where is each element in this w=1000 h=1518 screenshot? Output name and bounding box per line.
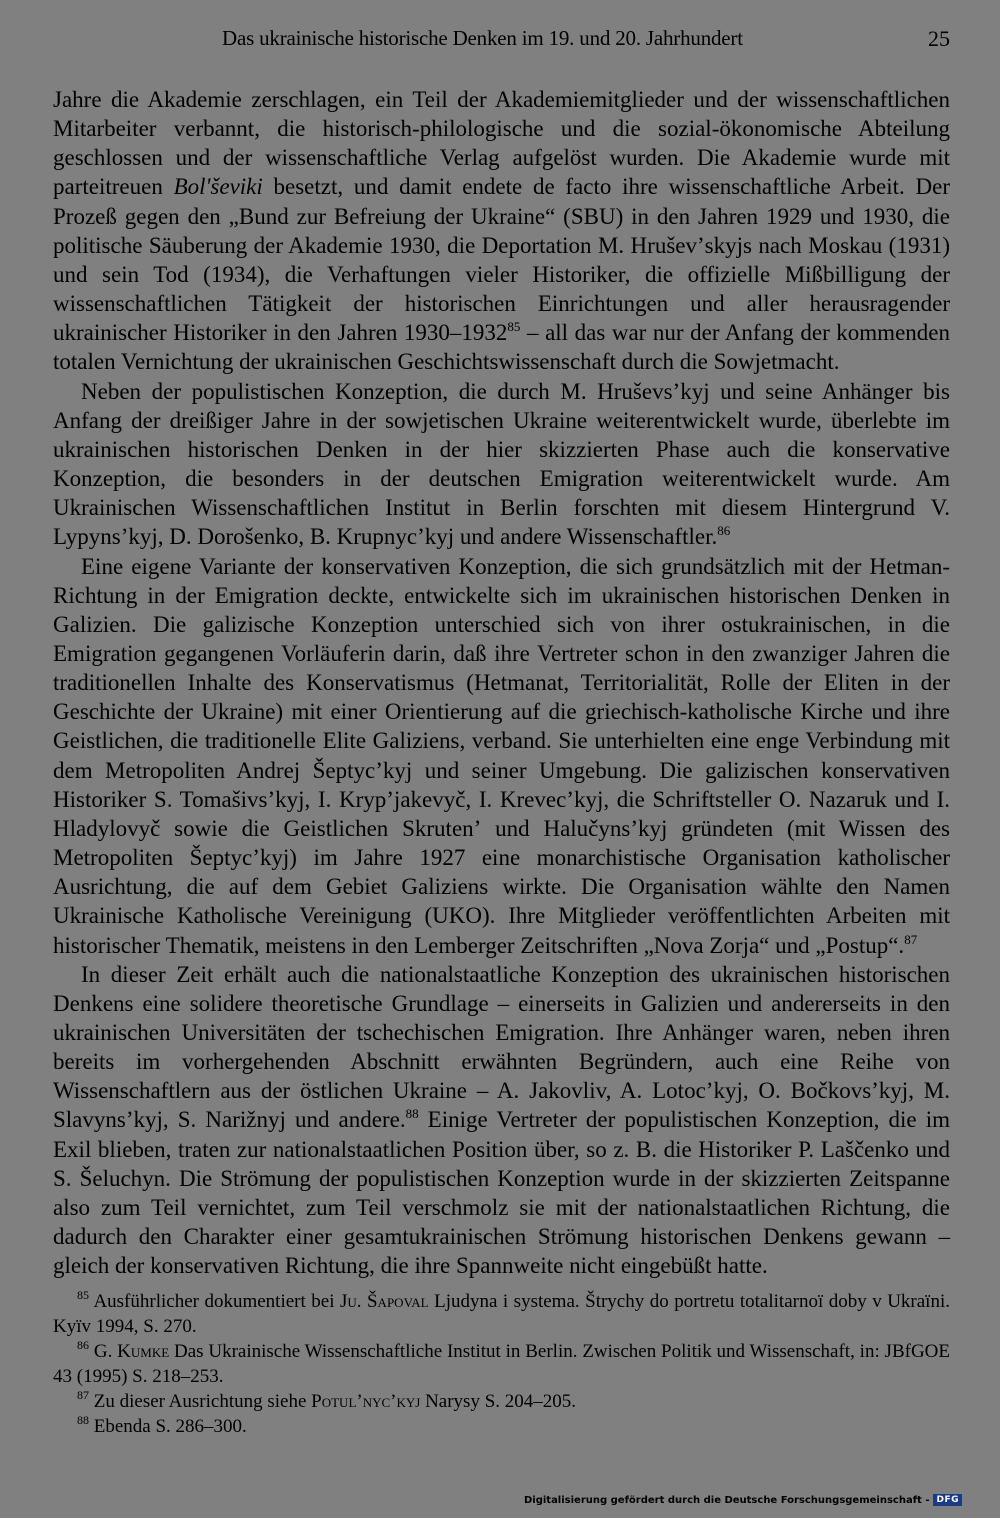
footnote-ref: 87 xyxy=(904,931,918,947)
footnote: $^{85}$ Ausführlicher dokumentiert bei Ju. Šapoval Ljudyna i systema. Štrychy do portretu totalitarnoï doby v Ukraïni. Kyïv 1994, S. 270. xyxy=(53,1288,950,1337)
paragraph: Neben der populistischen Konzeption, die durch M. Hruševsʼkyj und seine Anhänger bis Anfang der dreißiger Jahre in der sowjetischen Ukraine weiterentwickelt wurde, überlebte im ukrainischen historischen Denken in der hier skizzierten Phase auch die konservative Konzeption, die besonders in der deutschen Emigration weiterentwickelt wurde. Am Ukrainischen Wissenschaftlichen Institut in Berlin forschten mit diesem Hintergrund V. Lypynsʼkyj, D. Dorošenko, B. Krupnycʼkyj und andere Wissenschaftler.$^{86}$ xyxy=(53,378,950,550)
footnote-ref: 88 xyxy=(405,1106,419,1122)
paragraph: Eine eigene Variante der konservativen Konzeption, die sich grundsätzlich mit der Hetman-Richtung in der Emigration deckte, entwickelte sich im ukrainischen historischen Denken in Galizien. Die galizische Konzeption unterschied sich von ihrer ostukrainischen, in die Emigration gegangenen Vorläuferin darin, daß ihre Vertreter schon in den zwanziger Jahren die traditionellen Inhalte des Konservatismus (Hetmanat, Territorialität, Rolle der Eliten in der Geschichte der Ukraine) mit einer Orientierung auf die griechisch-katholische Kirche und ihre Geistlichen, die traditionelle Elite Galiziens, verband. Sie unterhielten eine enge Verbindung mit dem Metropoliten Andrej Šeptycʼkyj und seiner Umgebung. Die galizischen konservativen Historiker S. Tomašivsʼkyj, I. Krypʼjakevyč, I. Krevecʼkyj, die Schriftsteller O. Nazaruk und I. Hladylovyč sowie die Geistlichen Skrutenʼ und Halučynsʼkyj gründeten (mit Wissen des Metropoliten Šeptycʼkyj) im Jahre 1927 eine monarchistische Organisation katholischer Ausrichtung, die auf dem Gebiet Galiziens wirkte. Die Organisation wählte den Namen Ukrainische Katholische Vereinigung (UKO). Ihre Mitglieder veröffentlichten Arbeiten mit historischer Thematik, meistens in den Lemberger Zeitschriften „Nova Zorja“ und „Postup“.$^{87}$ xyxy=(53,553,950,958)
footnote-ref: 85 xyxy=(507,319,521,335)
digitization-credit xyxy=(524,1494,962,1506)
footnote: $^{88}$ Ebenda S. 286–300. xyxy=(77,1413,247,1437)
page-number: 25 xyxy=(928,26,950,51)
footnote-ref: 86 xyxy=(717,523,731,539)
credit-text: Digitalisierung gefördert durch die Deutsche Forschungsgemeinschaft - xyxy=(523,1494,930,1506)
paragraph: In dieser Zeit erhält auch die nationalstaatliche Konzeption des ukrainischen historischen Denkens eine solidere theoretische Grundlage – einerseits in Galizien und andererseits in den ukrainischen Universitäten der tschechischen Emigration. Ihre Anhänger waren, neben ihren bereits im vorhergehenden Abschnitt erwähnten Begründern, auch eine Reihe von Wissenschaftlern aus der östlichen Ukraine – A. Jakovliv, A. Lotocʼkyj, O. Bočkovsʼkyj, M. Slavynsʼkyj, S. Narižnyj und andere.$^{88}$ Einige Vertreter der populistischen Konzeption, die im Exil blieben, traten zur nationalstaatlichen Position über, so z. B. die Historiker P. Laščenko und S. Šeluchyn. Die Strömung der populistischen Konzeption wurde in der skizzierten Zeitspanne also zum Teil vernichtet, zum Teil verschmolz sie mit der nationalstaatlichen Richtung, die dadurch den Charakter einer gesamtukrainischen Strömung historischen Denkens gewann – gleich der konservativen Richtung, die ihre Spannweite nicht eingebüßt hatte. xyxy=(53,961,951,1279)
footnote-author: Ju. Šapoval xyxy=(339,1291,429,1312)
paragraph: Jahre die Akademie zerschlagen, ein Teil der Akademiemitglieder und der wissenschaftlichen Mitarbeiter verbannt, die historisch-philologische und die sozial-ökonomische Abteilung geschlossen und der wissenschaftliche Verlag aufgelöst wurden. Die Akademie wurde mit parteitreuen Bol'ševiki besetzt, und damit endete de facto ihre wissenschaftliche Arbeit. Der Prozeß gegen den „Bund zur Befreiung der Ukraine“ (SBU) in den Jahren 1929 und 1930, die politische Säuberung der Akademie 1930, die Deportation M. Hruševʼskyjs nach Moskau (1931) und sein Tod (1934), die Verhaftungen vieler Historiker, die offizielle Mißbilligung der wissenschaftlichen Tätigkeit der historischen Einrichtungen und aller herausragender ukrainischer Historiker in den Jahren 1930–1932$^{85}$ – all das war nur der Anfang der kommenden totalen Vernichtung der ukrainischen Geschichtswissenschaft durch die Sowjetmacht. xyxy=(53,87,950,375)
dfg-logo-icon: DFG xyxy=(933,1494,962,1506)
running-head: Das ukrainische historische Denken im 19. und 20. Jahrhundert xyxy=(222,26,743,50)
footnote: $^{87}$ Zu dieser Ausrichtung siehe Potulʼnycʼkyj Narysy S. 204–205. xyxy=(77,1388,577,1412)
footnote-author: Potulʼnycʼkyj xyxy=(311,1391,421,1412)
footnote: $^{86}$ G. Kumke Das Ukrainische Wissenschaftliche Institut in Berlin. Zwischen Politik und Wissenschaft, in: JBfGOE 43 (1995) S. 218–253. xyxy=(53,1338,951,1387)
footnotes xyxy=(53,1289,950,1439)
body-text xyxy=(53,85,950,1280)
footnote-author: G. Kumke xyxy=(93,1341,170,1362)
italic-term: Bol'ševiki xyxy=(173,174,263,200)
